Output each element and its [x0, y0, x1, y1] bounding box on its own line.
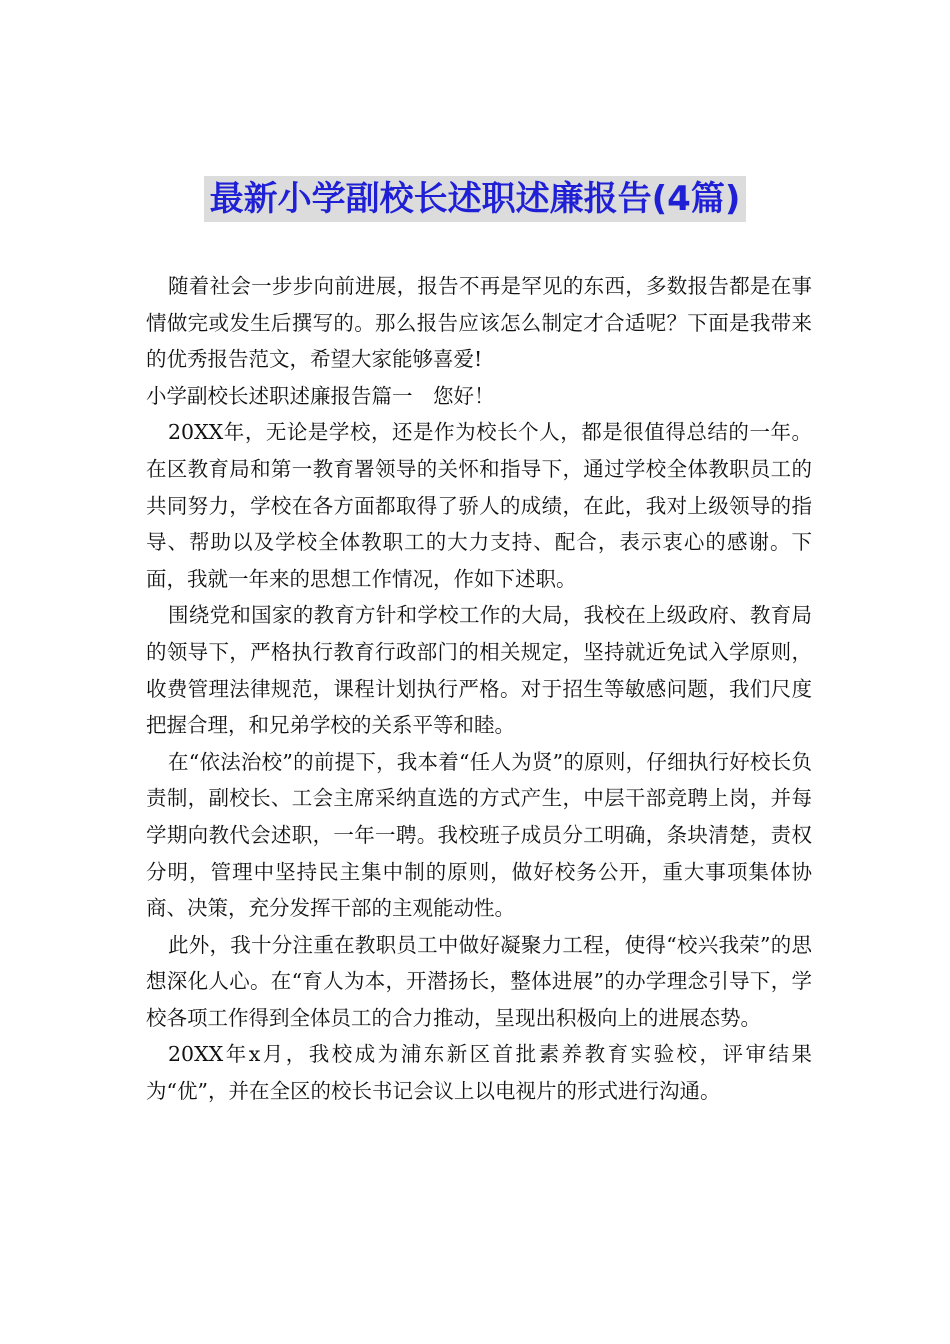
paragraph-policy: 围绕党和国家的教育方针和学校工作的大局，我校在上级政府、教育局的领导下，严格执行教育行政部门的相关规定，坚持就近免试入学原则，收费管理法律规范，课程计划执行严格。对于招生等敏感问题，我们尺度把握合理，和兄弟学校的关系平等和睦。	[146, 603, 812, 738]
paragraph-cohesion: 此外，我十分注重在教职员工中做好凝聚力工程，使得“校兴我荣”的思想深化人心。在“育人为本，开潜扬长，整体进展”的办学理念引导下，学校各项工作得到全体员工的合力推动，呈现出积极向上的进展态势。	[146, 932, 812, 1030]
paragraph-section-heading: 小学副校长述职述廉报告篇一 您好！	[146, 383, 495, 408]
paragraph-intro: 随着社会一步步向前进展，报告不再是罕见的东西，多数报告都是在事情做完或发生后撰写的。那么报告应该怎么制定才合适呢？下面是我带来的优秀报告范文，希望大家能够喜爱!	[146, 274, 812, 372]
title-container	[0, 176, 950, 222]
paragraph-summary: 20XX年，无论是学校，还是作为校长个人，都是很值得总结的一年。在区教育局和第一教育署领导的关怀和指导下，通过学校全体教职员工的共同努力，学校在各方面都取得了骄人的成绩，在此，我对上级领导的指导、帮助以及学校全体教职工的大力支持、配合，表示衷心的感谢。下面，我就一年来的思想工作情况，作如下述职。	[146, 420, 812, 591]
document-body	[146, 268, 812, 1110]
paragraph-achievement: 20XX年x月，我校成为浦东新区首批素养教育实验校，评审结果为“优”，并在全区的校长书记会议上以电视片的形式进行沟通。	[146, 1042, 812, 1104]
paragraph-governance: 在“依法治校”的前提下，我本着“任人为贤”的原则，仔细执行好校长负责制，副校长、工会主席采纳直选的方式产生，中层干部竞聘上岗，并每学期向教代会述职，一年一聘。我校班子成员分工明确，条块清楚，责权分明，管理中坚持民主集中制的原则，做好校务公开，重大事项集体协商、决策，充分发挥干部的主观能动性。	[146, 749, 812, 921]
document-title: 最新小学副校长述职述廉报告(4篇)	[204, 176, 747, 222]
